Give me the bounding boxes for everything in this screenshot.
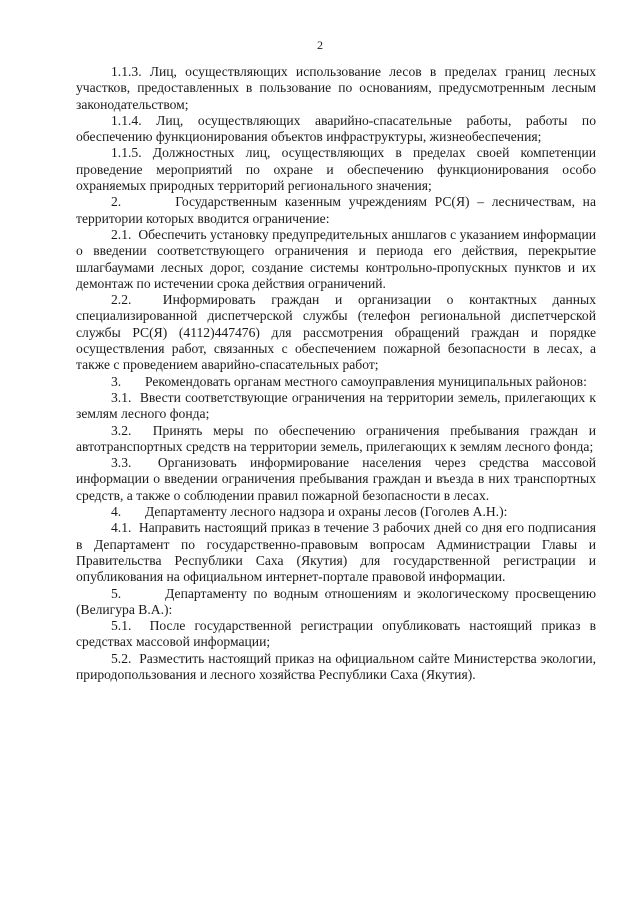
paragraph-1-1-4: 1.1.4. Лиц, осуществляющих аварийно-спасательные работы, работы по обеспечению функционирования объектов инфраструктуры, жизнеобеспечения; (76, 112, 596, 145)
paragraph-3: 3. Рекомендовать органам местного самоуправления муниципальных районов: (111, 373, 587, 389)
paragraph-3-2: 3.2. Принять меры по обеспечению ограничения пребывания граждан и автотранспортных средств на территории земель, прилегающих к землям лесного фонда; (76, 422, 596, 454)
paragraph-3-3: 3.3. Организовать информирование населения через средства массовой информации о введении ограничения пребывания граждан и въезда в них транспортных средств, а также о соблюдении правил пожарной безопасности в лесах. (76, 455, 596, 503)
paragraph-2: 2. Государственным казенным учреждениям РС(Я) – лесничествам, на территории которых вводится ограничение: (76, 194, 596, 226)
page-number: 2 (317, 38, 323, 52)
paragraph-5-1: 5.1. После государственной регистрации опубликовать настоящий приказ в средствах массовой информации; (76, 618, 596, 650)
paragraph-1-1-3: 1.1.3. Лиц, осуществляющих использование лесов в пределах границ лесных участков, предоставленных в пользование по основаниям, предусмотренным лесным законодательством; (76, 64, 596, 112)
paragraph-2-2: 2.2. Информировать граждан и организации о контактных данных специализированной диспетчерской службы (телефон региональной диспетчерской службы РС(Я) (4112)447476) для рассмотрения обращений граждан и порядке осуществления работ, связанных с обеспечением пожарной безопасности в лесах, а также с проведением аварийно-спасательных работ; (76, 292, 596, 373)
paragraph-5: 5. Департаменту по водным отношениям и экологическому просвещению (Велигура В.А.): (76, 585, 596, 617)
paragraph-4-1: 4.1. Направить настоящий приказ в течение 3 рабочих дней со дня его подписания в Департамент по государственно-правовым вопросам Администрации Главы и Правительства Республики Саха (Якутия) для государственной регистрации и опубликования на официальном интернет-портале правовой информации. (76, 520, 596, 585)
paragraph-1-1-5: 1.1.5. Должностных лиц, осуществляющих в пределах своей компетенции проведение мероприятий по охране и обеспечению функционирования особо охраняемых природных территорий регионального значения; (76, 145, 596, 194)
document-body (76, 64, 596, 683)
paragraph-5-2: 5.2. Разместить настоящий приказ на официальном сайте Министерства экологии, природопользования и лесного хозяйства Республики Саха (Якутия). (76, 650, 596, 682)
paragraph-4: 4. Департаменту лесного надзора и охраны лесов (Гоголев А.Н.): (111, 504, 508, 520)
paragraph-3-1: 3.1. Ввести соответствующие ограничения на территории земель, прилегающих к землям лесного фонда; (76, 389, 596, 422)
paragraph-2-1: 2.1. Обеспечить установку предупредительных аншлагов с указанием информации о введении соответствующего ограничения и периода его действия, перекрытие шлагбаумами лесных дорог, создание системы контрольно-пропускных пунктов и их демонтаж по истечении срока действия ограничений. (76, 226, 596, 291)
